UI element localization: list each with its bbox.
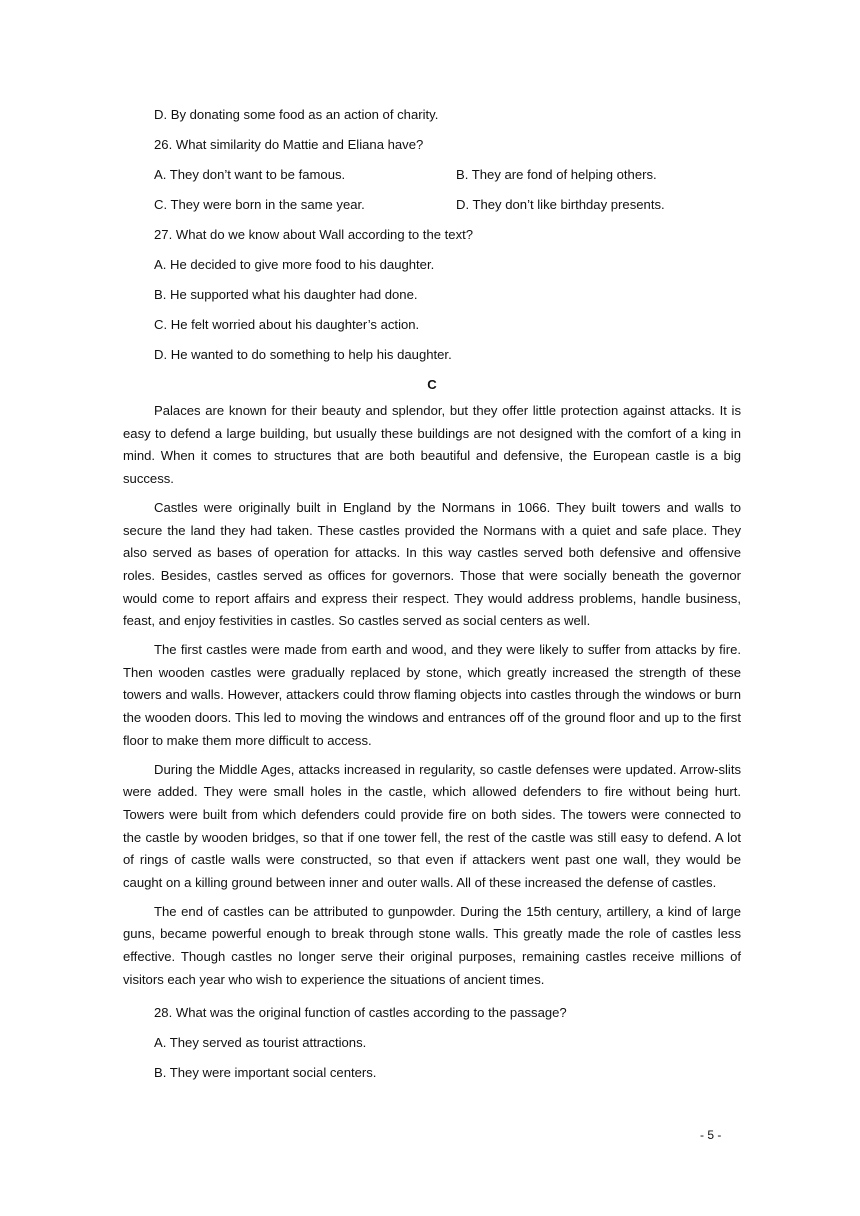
- q26-option-d: D. They don’t like birthday presents.: [456, 197, 665, 212]
- paragraph-3: The first castles were made from earth and wood, and they were likely to suffer from attacks by fire. Then wooden castles were gradually replaced by stone, which greatly increased the strength of these towers and walls. However, attackers could throw flaming objects into castles through the windows or burn the wooden doors. This led to moving the windows and entrances off of the ground floor and up to the first floor to make them more difficult to access.: [123, 642, 741, 748]
- paragraph-1: Palaces are known for their beauty and splendor, but they offer little protection against attacks. It is easy to defend a large building, but usually these buildings are not designed with the comfort of a king in mind. When it comes to structures that are both beautiful and defensive, the European castle is a big success.: [123, 403, 741, 487]
- q26-options-row-2: [123, 190, 741, 220]
- q27-option-a: A. He decided to give more food to his daughter.: [154, 257, 435, 272]
- q27-option-b: B. He supported what his daughter had done.: [154, 287, 418, 302]
- q26-option-c: C. They were born in the same year.: [154, 197, 365, 212]
- q26-option-b: B. They are fond of helping others.: [456, 167, 657, 182]
- q28-option-a: A. They served as tourist attractions.: [154, 1034, 367, 1050]
- question-26: 26. What similarity do Mattie and Eliana have?: [154, 137, 424, 152]
- paragraph-2: Castles were originally built in England by the Normans in 1066. They built towers and walls to secure the land they had taken. These castles provided the Normans with a quiet and safe place. They also served as bases of operation for attacks. In this way castles served both defensive and offensive roles. Besides, castles served as offices for governors. Those that were socially beneath the governor would come to report affairs and express their respect. They would address problems, handle business, feast, and enjoy festivities in castles. So castles served as social centers as well.: [123, 499, 741, 629]
- section-heading: C: [427, 377, 437, 392]
- q28-option-b: B. They were important social centers.: [154, 1064, 377, 1080]
- option-d-q25: D. By donating some food as an action of charity.: [154, 107, 439, 122]
- q27-option-c: C. He felt worried about his daughter’s action.: [154, 317, 420, 332]
- page-number: - 5 -: [700, 1128, 722, 1142]
- question-28: 28. What was the original function of castles according to the passage?: [154, 1004, 567, 1020]
- q27-option-d: D. He wanted to do something to help his daughter.: [154, 347, 452, 362]
- q26-options-row-1: [123, 160, 741, 190]
- paragraph-4: During the Middle Ages, attacks increased in regularity, so castle defenses were updated. Arrow-slits were added. They were small holes in the castle, which allowed defenders to fire without being hurt. Towers were built from which defenders could provide fire on both sides. The towers were connected to the castle by wooden bridges, so that if one tower fell, the rest of the castle was still easy to defend. A lot of rings of castle walls were constructed, so that even if attackers went past one wall, they would be caught on a killing ground between inner and outer walls. All of these increased the defense of castles.: [123, 761, 741, 891]
- question-27: 27. What do we know about Wall according to the text?: [154, 227, 474, 242]
- document-page: [123, 100, 741, 1088]
- q26-option-a: A. They don’t want to be famous.: [154, 167, 346, 182]
- paragraph-5: The end of castles can be attributed to gunpowder. During the 15th century, artillery, a kind of large guns, became powerful enough to break through stone walls. This greatly made the role of castles less effective. Though castles no longer serve their original purposes, remaining castles receive millions of visitors each year who wish to experience the situations of ancient times.: [123, 903, 741, 987]
